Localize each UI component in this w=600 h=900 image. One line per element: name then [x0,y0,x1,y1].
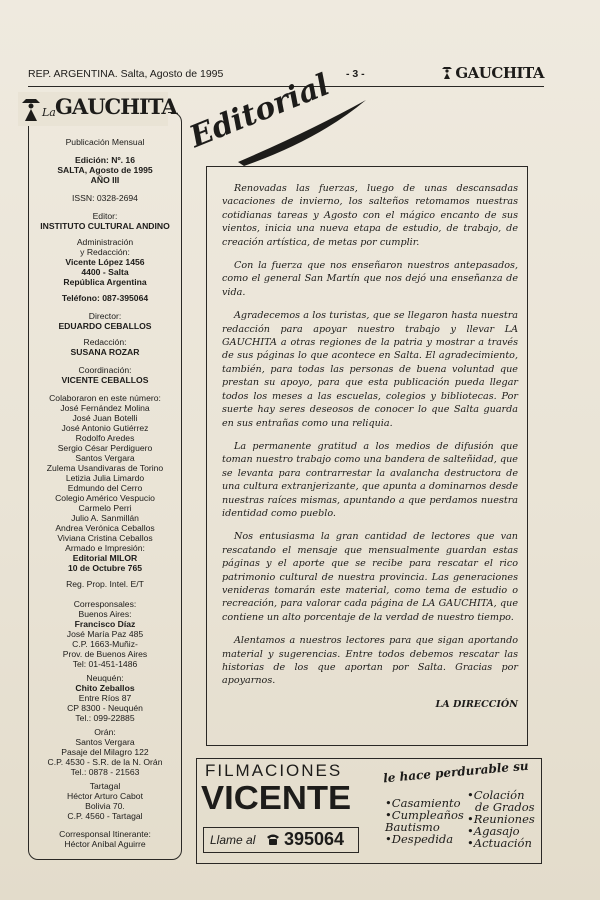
collaborator: Colegio Américo Vespucio [55,493,155,503]
editor-label: Editor: [92,211,118,221]
editor-name: INSTITUTO CULTURAL ANDINO [40,221,170,231]
sidebar-credits [28,112,182,860]
ad-services-left [385,797,464,845]
address-line: Tel.: 099-22885 [75,713,135,723]
ad-phone-box [203,827,359,853]
address-line: C.P. 4530 - S.R. de la N. Orán [47,757,163,767]
buenos-aires-name: Francisco Díaz [74,619,136,629]
neuquen-correspondent [31,673,179,723]
service-item: •Reuniones [467,812,535,826]
intellectual-property: Reg. Prop. Intel. E/T [66,579,144,589]
ad-phone-number: 395064 [284,829,345,849]
coordination-label: Coordinación: [78,365,132,375]
ad-services-right [467,789,535,849]
address-line: C.P. 1663-Muñiz- [72,639,138,649]
collaborator: José Juan Botelli [72,413,138,423]
address-line: José María Paz 485 [66,629,144,639]
address-line: Entre Ríos 87 [78,693,132,703]
redaccion-name: SUSANA ROZAR [70,347,140,357]
editorial-paragraph: Con la fuerza que nos enseñaron nuestros antepasados, como el general San Martín que nos dejó una enseñanza de vida. [222,260,518,298]
editorial-paragraph: Nos entusiasma la gran cantidad de lectores que van rescatando el mensaje que mensualmente guardan estas páginas y el aporte que se recibe para rescatar el rico patrimonio cultural de nuestra provincia. Las generaciones venideras tomarán este material, como tema de estudio o recreación, para valorar cada página de LA GAUCHITA, que contiene un alto porcentaje de la verdad de nuestro tiempo. [222,531,518,623]
printer-address: 10 de Octubre 765 [67,563,143,573]
page-number: - 3 - [346,68,365,80]
collaborator: Zulema Usandivaras de Torino [46,463,164,473]
director-label: Director: [88,311,122,321]
editorial-title: Editorial [184,67,335,155]
editorial-paragraph: Alentamos a nuestros lectores para que sigan aportando material y sugerencias. Entre todos debemos rescatar las historias de los que aportan por Salta. Gracias por apoyarnos. [222,635,518,687]
collaborators-label: Colaboraron en este número: [49,393,161,403]
address-line: Prov. de Buenos Aires [62,649,148,659]
collaborator: Julio A. Sanmillán [71,513,139,523]
neuquen-label: Neuquén: [86,673,124,683]
editorial-paragraph: Agradecemos a los turistas, que se llegaron hasta nuestra redacción para apoyar nuestro trabajo y llevar LA GAUCHITA a otras regiones de la patria y mostrar a través de sus páginas lo que acontece en Salta. El agradecimiento, también, para todas las personas de buena voluntad que prestan su apoyo, para que esta publicación pueda llegar todos los meses a las escuelas, colegios y bibliotecas. Por suerte hay seres deseosos de conocer lo que Salta guarda en sus entrañas como una reliquia. [222,310,518,429]
edition-number: Edición: Nº. 16 [75,155,135,165]
ad-heading: FILMACIONES [205,761,343,780]
filmaciones-advert [196,758,542,864]
service-item: de Grados [475,800,535,814]
issn: ISSN: 0328-2694 [72,193,138,203]
collaborator: Viviana Cristina Ceballos [57,533,153,543]
redaccion-block [31,337,179,357]
editorial-paragraph: La permanente gratitud a los medios de difusión que toman nuestro trabajo como una bandera de salteñidad, que se levanta para contrarrestar la avalancha destructora de una cultura extranjerizante, que apunta a dominarnos desde nuestras raíces mismas, apuntando a que perdamos nuestra identidad como pueblo. [222,440,518,519]
service-item: •Casamiento [385,796,461,810]
service-item: •Agasajo [467,824,520,838]
address-line: CP 8300 - Neuquén [67,703,143,713]
collaborator: Sergio César Perdiguero [57,443,153,453]
redaccion-label: Redacción: [83,337,127,347]
gaucho-figure-icon [20,94,42,122]
admin-address: Vicente López 1456 [65,257,145,267]
ad-tagline: le hace perdurable su [382,758,530,786]
editorial-body [222,182,518,711]
publication-frequency: Publicación Mensual [65,137,145,147]
address-line: Tel: 01-451-1486 [72,659,138,669]
editor-block [31,211,179,231]
director-name: EDUARDO CEBALLOS [58,321,152,331]
tartagal-label: Tartagal [89,781,121,791]
collaborator: Letizia Julia Limardo [65,473,145,483]
address-line: Santos Vergara [75,737,135,747]
itinerant-label: Corresponsal Itinerante: [59,829,151,839]
header-brand-name: GAUCHITA [455,64,544,82]
service-item: •Despedida [385,832,454,846]
address-line: Tel.: 0878 - 21563 [70,767,140,777]
masthead-name: GAUCHITA [55,94,177,119]
ad-call-label: Llame al [210,833,256,847]
collaborators-block [31,393,179,543]
itinerant-correspondent [31,829,179,849]
ad-brand: VICENTE [201,779,352,816]
admin-block [31,237,179,287]
telephone-icon [266,832,280,846]
coordination-block [31,365,179,385]
header-brand [441,64,544,82]
printing-block [31,543,179,573]
coordination-name: VICENTE CEBALLOS [61,375,149,385]
buenos-aires-label: Buenos Aires: [78,609,132,619]
service-item: Bautismo [385,820,440,834]
collaborator: José Antonio Gutiérrez [61,423,149,433]
service-item: •Colación [467,788,525,802]
edition-date: SALTA, Agosto de 1995 [57,165,153,175]
header-dateline: REP. ARGENTINA. Salta, Agosto de 1995 [28,68,224,80]
gaucho-figure-icon [441,65,453,79]
tartagal-correspondent [31,781,179,821]
collaborator: Rodolfo Aredes [75,433,135,443]
address-line: Héctor Arturo Cabot [67,791,143,801]
collaborator: Carmelo Perri [78,503,132,513]
admin-city: 4400 - Salta [81,267,129,277]
neuquen-name: Chito Zeballos [75,683,135,693]
collaborator: José Fernández Molina [60,403,150,413]
address-line: C.P. 4560 - Tartagal [67,811,143,821]
admin-label: Administración [76,237,134,247]
telephone: Teléfono: 087-395064 [61,293,149,303]
oran-label: Orán: [94,727,116,737]
masthead-logo [18,92,177,126]
address-line: Bolivia 70. [85,801,125,811]
director-block [31,311,179,331]
correspondents-label: Corresponsales: [73,599,137,609]
collaborator: Santos Vergara [75,453,135,463]
printing-label: Armado e Impresión: [65,543,145,553]
service-item: •Actuación [467,836,532,850]
service-item: •Cumpleaños [385,808,464,822]
collaborator: Andrea Verónica Ceballos [55,523,155,533]
printer-name: Editorial MILOR [72,553,138,563]
admin-country: República Argentina [63,277,147,287]
editorial-paragraph: Renovadas las fuerzas, luego de unas descansadas vacaciones de invierno, los salteños retomamos nuestras cotidianas tareas y Agosto con el mágico encanto de sus vientos, inicia una nueva etapa de estudio, de trabajo, de creación artística, de metas por cumplir. [222,183,518,248]
admin-label-2: y Redacción: [80,247,130,257]
itinerant-name: Héctor Aníbal Aguirre [64,839,146,849]
buenos-aires-correspondent [31,599,179,669]
oran-correspondent [31,727,179,777]
masthead-article: La [42,106,56,119]
editorial-heading [184,67,368,176]
collaborator: Edmundo del Cerro [67,483,143,493]
edition-year: AÑO III [90,175,120,185]
edition-block [31,155,179,185]
address-line: Pasaje del Milagro 122 [61,747,149,757]
editorial-signature: LA DIRECCIÓN [435,698,518,710]
